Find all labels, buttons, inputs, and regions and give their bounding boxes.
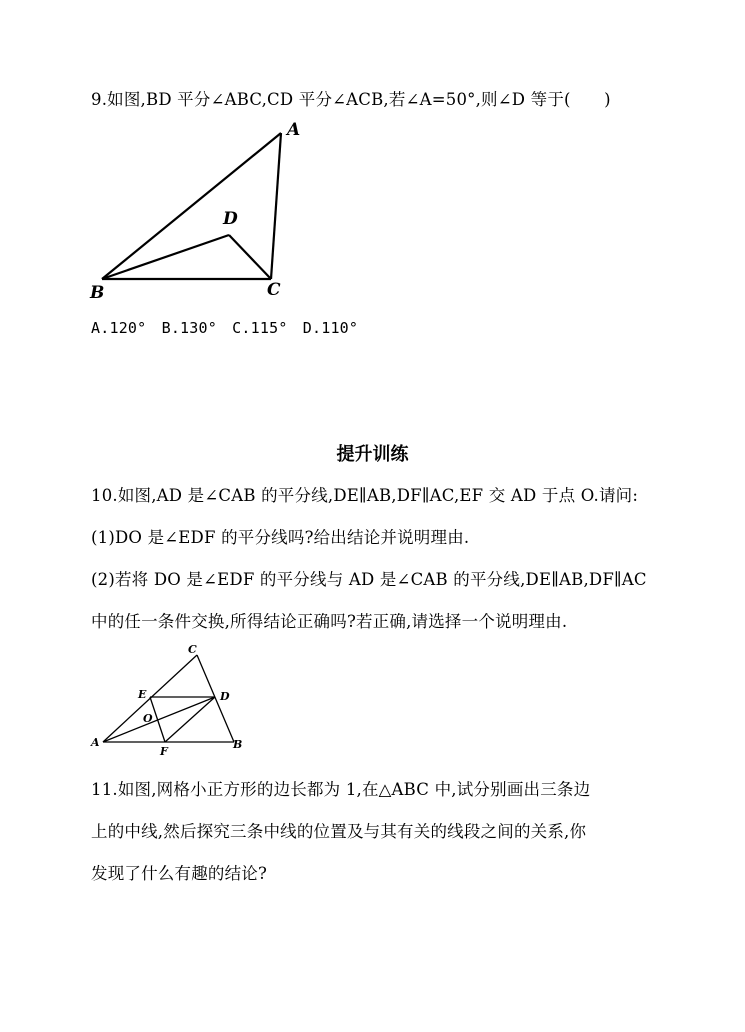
q10-label-e: E: [138, 688, 147, 701]
q10-label-a: A: [91, 736, 100, 749]
q10-part1: (1)DO 是∠EDF 的平分线吗?给出结论并说明理由.: [91, 528, 470, 547]
q10-segment-df: [165, 697, 215, 742]
q11-line1: 11.如图,网格小正方形的边长都为 1,在△ABC 中,试分别画出三条边: [91, 780, 591, 799]
q9-options: A.120° B.130° C.115° D.110°: [91, 319, 359, 337]
q10-segment-ad: [103, 697, 215, 742]
q10-label-d: D: [220, 690, 230, 703]
q9-label-b: B: [90, 283, 105, 303]
q9-stem: 9.如图,BD 平分∠ABC,CD 平分∠ACB,若∠A=50°,则∠D 等于( ): [91, 90, 611, 109]
q9-label-d: D: [223, 209, 238, 229]
q11-line3: 发现了什么有趣的结论?: [91, 864, 268, 883]
q11-line2: 上的中线,然后探究三条中线的位置及与其有关的线段之间的关系,你: [91, 822, 587, 841]
q10-part2-line2: 中的任一条件交换,所得结论正确吗?若正确,请选择一个说明理由.: [91, 612, 568, 631]
q10-stem: 10.如图,AD 是∠CAB 的平分线,DE∥AB,DF∥AC,EF 交 AD 于点 O.请问:: [91, 486, 639, 505]
q10-label-b: B: [233, 738, 243, 751]
q10-part2-line1: (2)若将 DO 是∠EDF 的平分线与 AD 是∠CAB 的平分线,DE∥AB,DF∥AC: [91, 570, 647, 589]
q9-label-a: A: [287, 120, 301, 140]
q10-label-o: O: [143, 712, 153, 725]
section-title: 提升训练: [336, 444, 409, 465]
q9-label-c: C: [267, 280, 281, 300]
q10-label-f: F: [160, 745, 168, 758]
q10-label-c: C: [188, 643, 197, 656]
